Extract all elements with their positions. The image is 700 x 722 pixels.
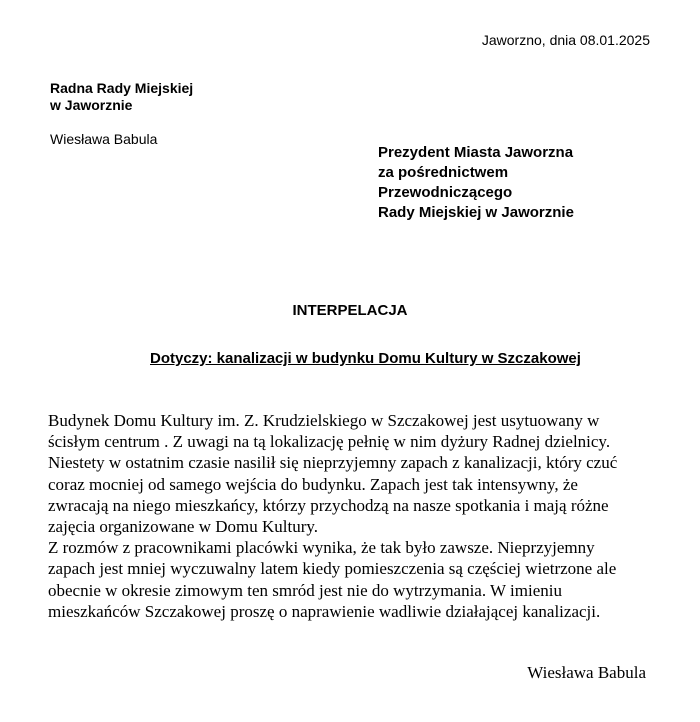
sender-title-line-1: Radna Rady Miejskiej	[50, 80, 194, 96]
recipient-line-1: Prezydent Miasta Jaworzna	[378, 144, 574, 161]
body-line: Niestety w ostatnim czasie nasilił się nieprzyjemny zapach z kanalizacji, który czuć	[48, 453, 618, 473]
document-heading: INTERPELACJA	[292, 302, 408, 319]
body-line: obecnie w okresie zimowym ten smród jest nie do wytrzymania. W imieniu	[48, 580, 562, 600]
body-line: Z rozmów z pracownikami placówki wynika, że tak było zawsze. Nieprzyjemny	[48, 538, 595, 558]
recipient-line-2: za pośrednictwem	[378, 164, 509, 181]
document-date: Jaworzno, dnia 08.01.2025	[481, 32, 650, 48]
sender-block	[50, 80, 193, 148]
recipient-line-3: Przewodniczącego	[378, 184, 513, 201]
body-line: zapach jest mniej wyczuwalny latem kiedy pomieszczenia są częściej wietrzone ale	[48, 559, 617, 579]
body-line: zajęcia organizowane w Domu Kultury.	[48, 517, 319, 537]
recipient-line-4: Rady Miejskiej w Jaworznie	[378, 204, 574, 221]
body-line: mieszkańców Szczakowej proszę o naprawienie wadliwie działającej kanalizacji.	[48, 601, 601, 621]
sender-title-line-2: w Jaworznie	[50, 97, 133, 113]
body-line: zwracają na niego mieszkańcy, którzy przychodzą na nasze spotkania i mają różne	[48, 495, 609, 515]
recipient-block	[378, 143, 574, 223]
body-line: ścisłym centrum . Z uwagi na tą lokalizację pełnię w nim dyżury Radnej dzielnicy.	[48, 432, 611, 452]
sender-name: Wiesława Babula	[50, 131, 158, 147]
body-line: coraz mocniej od samego wejścia do budynku. Zapach jest tak intensywny, że	[48, 474, 578, 494]
signature: Wiesława Babula	[527, 663, 646, 682]
body-paragraph	[48, 410, 670, 622]
body-line: Budynek Domu Kultury im. Z. Krudzielskiego w Szczakowej jest usytuowany w	[48, 411, 600, 430]
document-subject: Dotyczy: kanalizacji w budynku Domu Kultury w Szczakowej	[150, 350, 581, 367]
